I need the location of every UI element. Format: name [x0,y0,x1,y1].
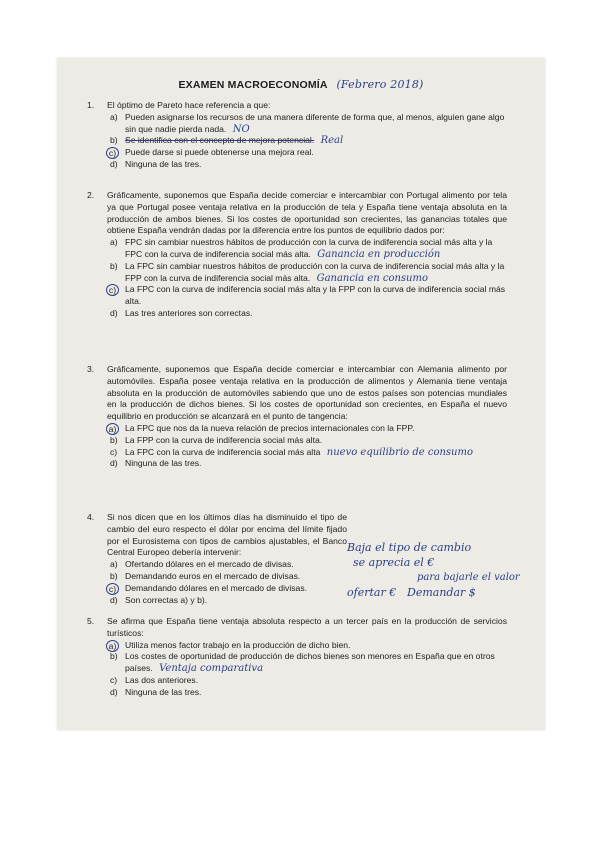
option-letter: c) [110,446,118,457]
option-letter: b) [110,434,118,445]
handwritten-note: Ventaja comparativa [159,663,264,675]
question-stem: Si nos dicen que en los últimos días ha disminuido el tipo de cambio del euro respecto el dólar por encima del límite fijado por el Eurosistema con tipos de cambios ajustables, el Banco Central Europeo debería intervenir: [107,512,347,558]
question-stem: El óptimo de Pareto hace referencia a que: [107,100,271,110]
option-letter-circled: c) [106,147,119,159]
option-text: Los costes de oportunidad de producción de dichos bienes son menores en España que en otros países. [125,651,495,674]
question-number: 2. [87,190,95,200]
option-letter: b) [110,570,118,581]
option-text: Ninguna de las tres. [125,458,202,469]
option-text: La FPC con la curva de indiferencia social más alta [125,446,321,457]
handwritten-note: Real [320,135,344,147]
option-text: Ofertando dólares en el mercado de divisas. [125,559,294,570]
option-3a [107,423,507,435]
option-letter: c) [110,674,118,685]
exam-header [57,78,545,91]
option-5b [107,651,507,675]
option-2b [107,261,507,285]
handwritten-note: para bajarle el valor [417,572,520,583]
question-number: 1. [87,100,95,110]
question-number: 5. [87,616,95,626]
question-number: 3. [87,364,95,374]
option-5a [107,640,507,652]
option-4a [107,559,347,571]
question-stem: Gráficamente, suponemos que España decide comerciar e intercambiar con Alemania alimento por automóviles. España posee ventaja relativa en la producción de alimentos y Alemania tiene ventaja absoluta en la producción de automóviles sabiendo que uno de estos países son potencias mundiales en la producción de dichos bienes. Si los costes de oportunidad son crecientes, en España el nuevo equilibrio en producción se alcanzará en el punto de tangencia: [107,364,507,422]
question-5 [87,616,507,699]
option-text: Ninguna de las tres. [125,158,202,169]
question-2 [87,190,507,320]
option-text: Ninguna de las tres. [125,686,202,697]
handwritten-note: Baja el tipo de cambio [347,541,472,554]
question-number: 4. [87,512,95,522]
option-letter-circled: c) [106,284,119,296]
option-text: Pueden asignarse los recursos de una manera diferente de forma que, al menos, alguien gane algo sin que nadie pierda nada. [125,111,505,134]
option-1c [107,147,507,159]
option-letter: d) [110,458,118,469]
question-3 [87,364,507,470]
handwritten-note: Ganancia en producción [317,248,441,260]
option-text: Las tres anteriores son correctas. [125,307,253,318]
exam-title: EXAMEN MACROECONOMÍA [178,79,328,91]
option-3b [107,435,507,447]
option-letter-circled: a) [106,423,119,435]
handwritten-note: se aprecia el € [353,556,435,569]
option-letter: d) [110,307,118,318]
option-letter: d) [110,158,118,169]
option-letter: d) [110,594,118,605]
option-2c [107,284,507,308]
option-text: La FPC que nos da la nueva relación de precios internacionales con la FPP. [125,422,415,433]
option-4d [107,595,347,607]
question-stem: Se afirma que España tiene ventaja absoluta respecto a un tercer país en la producción de servicios turísticos: [107,616,507,638]
option-3c [107,447,507,459]
option-letter: d) [110,686,118,697]
option-text: Se identifica con el concepto de mejora potencial. [125,135,315,146]
option-letter: b) [110,260,118,271]
option-5d [107,687,507,699]
option-letter-circled: c) [106,583,119,595]
option-1a [107,112,507,136]
option-text: La FPP con la curva de indiferencia social más alta. [125,434,323,445]
option-letter: a) [110,559,118,570]
option-letter: b) [110,651,118,662]
handwritten-note: NO [232,123,250,135]
option-letter: a) [110,237,118,248]
option-4b [107,571,347,583]
question-stem: Gráficamente, suponemos que España decide comerciar e intercambiar con Portugal alimento por tela ya que Portugal posee ventaja relativa en la producción de tela y España tiene ventaja absoluta en la producción de ambos bienes. Si los costes de oportunidad son crecientes, las ganancias totales que obtiene España vendrán dadas por la diferencia entre los puntos de equilibrio dados por: [107,190,507,236]
option-letter-circled: a) [106,640,119,652]
option-text: La FPC con la curva de indiferencia social más alta y la FPP con la curva de indiferencia social más alta. [125,284,506,307]
handwritten-date: (Febrero 2018) [336,78,424,91]
option-text: Demandando dólares en el mercado de divisas. [125,582,308,593]
option-text: Son correctas a) y b). [125,594,208,605]
option-1d [107,159,507,171]
option-text: La FPC sin cambiar nuestros hábitos de producción con la curva de indiferencia social más alta y la FPP con la curva de indiferencia social más alta. [125,260,505,283]
option-letter: b) [110,135,118,146]
option-text: Utiliza menos factor trabajo en la producción de dicho bien. [125,639,351,650]
option-letter: a) [110,111,118,122]
handwritten-note: nuevo equilibrio de consumo [326,446,473,458]
option-text: Puede darse si puede obtenerse una mejora real. [125,147,314,158]
handwritten-note: Demandar $ [407,586,476,599]
option-text: Demandando euros en el mercado de divisas. [125,570,301,581]
question-4 [87,512,347,606]
option-3d [107,458,507,470]
question-4-handwritten-notes [347,540,545,600]
handwritten-note: Ganancia en consumo [316,272,428,284]
option-text: FPC sin cambiar nuestros hábitos de producción con la curva de indiferencia social más alta y la FPC con la curva de indiferencia social más alta. [125,237,493,259]
option-1b [107,135,507,147]
option-2a [107,237,507,261]
option-5c [107,675,507,687]
question-1 [87,100,507,171]
option-2d [107,308,507,320]
handwritten-note: ofertar € [347,586,397,599]
option-text: Las dos anteriores. [125,674,199,685]
option-4c [107,583,347,595]
exam-sheet [57,58,545,730]
